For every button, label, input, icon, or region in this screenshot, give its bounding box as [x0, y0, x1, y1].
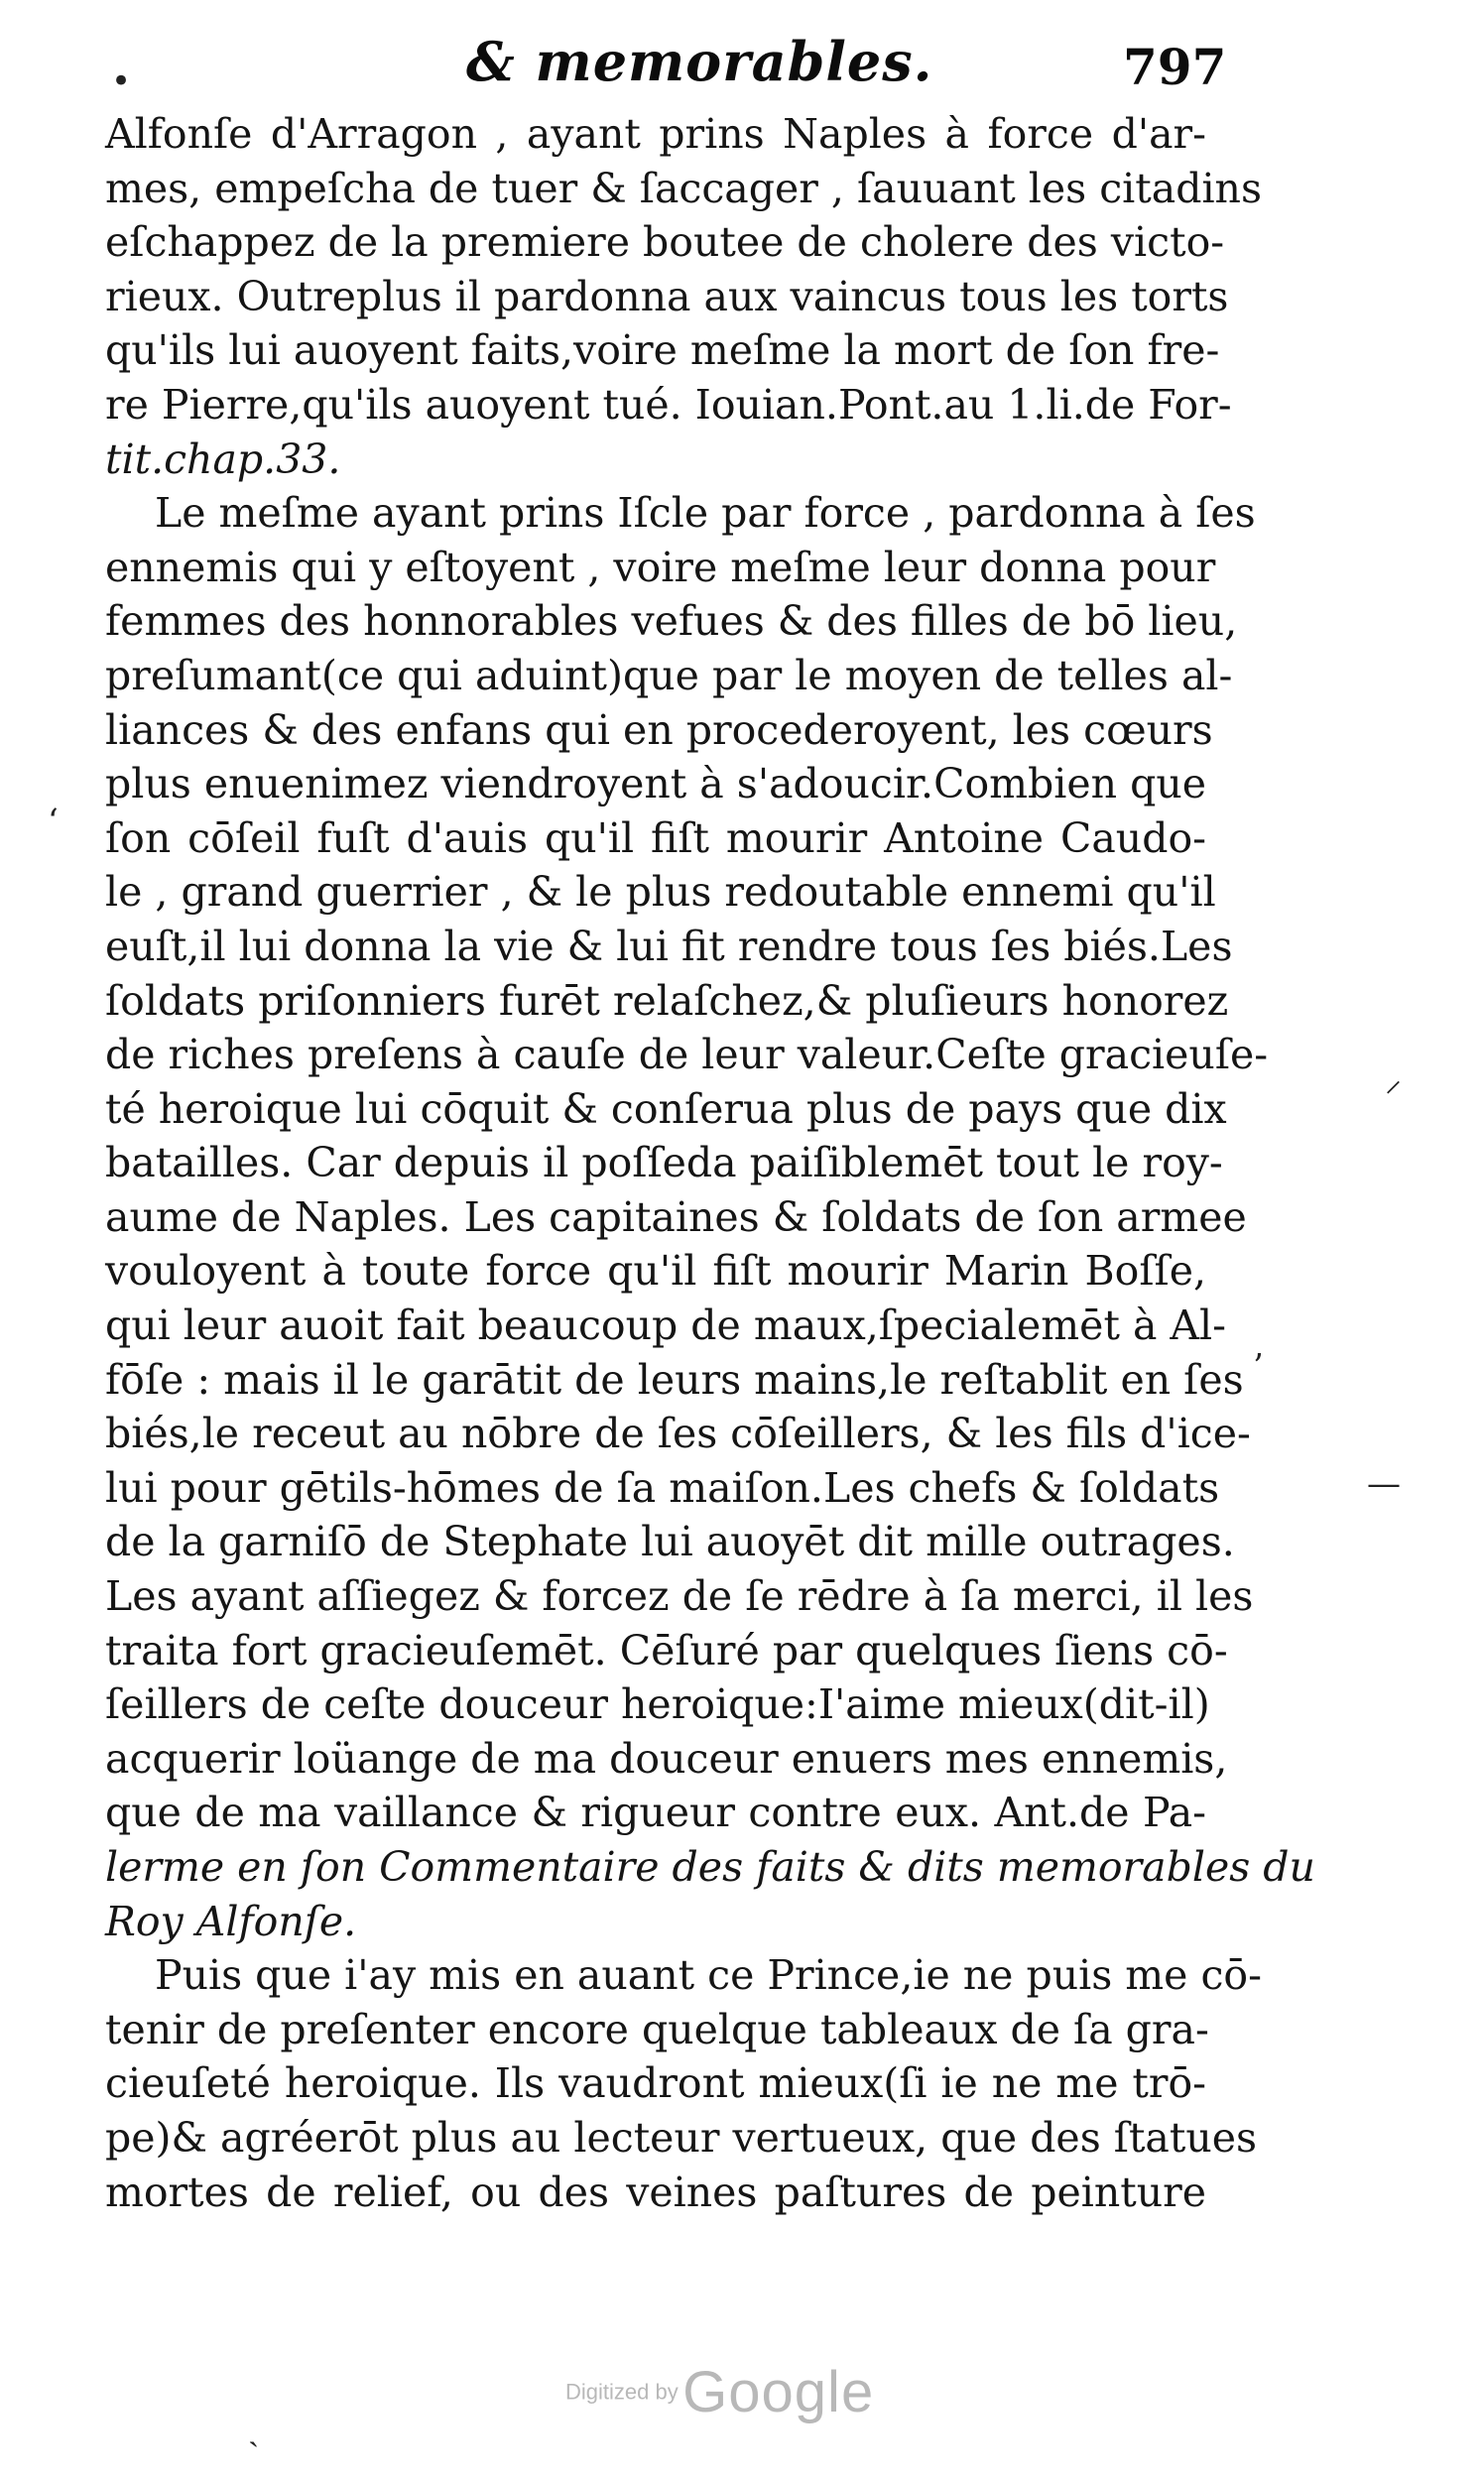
ink-speck: ⸍: [1385, 1074, 1402, 1114]
text-line: ſeillers de ceſte douceur heroique:I'aime mieux(dit-il): [105, 1680, 1210, 1729]
text-line: de la garniſō de Stephate lui auoyēt dit mille outrages.: [105, 1518, 1235, 1566]
text-line: Les ayant aſſiegez & forcez de ſe rēdre à ſa merci, il les: [105, 1572, 1254, 1621]
ink-speck: ʼ: [1252, 1347, 1263, 1387]
digitized-by-google-watermark: [565, 2359, 874, 2425]
text-line: mes, empeſcha de tuer & ſaccager , ſauuant les citadins: [105, 164, 1262, 212]
text-line: eſchappez de la premiere boutee de cholere des victo-: [105, 218, 1225, 267]
citation-line: lerme en ſon Commentaire des faits & dits memorables du: [105, 1843, 1315, 1891]
google-logo: Google: [682, 2360, 875, 2424]
ink-speck: —: [1367, 1464, 1401, 1504]
text-line: qu'ils lui auoyent faits,voire meſme la mort de ſon fre-: [105, 326, 1220, 375]
page-number: 797: [1123, 38, 1227, 96]
text-line: ennemis qui y eſtoyent , voire meſme leur donna pour: [105, 543, 1216, 591]
text-line: euſt,il lui donna la vie & lui fit rendre tous ſes biés.Les: [105, 922, 1233, 970]
running-head: & memorables.: [466, 30, 933, 93]
text-line: le , grand guerrier , & le plus redoutable ennemi qu'il: [105, 868, 1216, 917]
text-line: que de ma vaillance & rigueur contre eux. Ant.de Pa-: [105, 1789, 1206, 1837]
text-line: vouloyent à toute force qu'il fiſt mourir Marin Boſſe,: [105, 1247, 1206, 1296]
text-line: ſon cōſeil fuſt d'auis qu'il fiſt mourir Antoine Caudo-: [105, 813, 1206, 862]
text-line: lui pour gētils-hōmes de ſa maiſon.Les chefs & ſoldats: [105, 1463, 1220, 1512]
paragraph-start-line: Puis que i'ay mis en auant ce Prince,ie ne puis me cō-: [155, 1951, 1262, 2000]
text-line: re Pierre,qu'ils auoyent tué. Iouian.Pont.au 1.li.de For-: [105, 380, 1232, 429]
ink-speck: •: [111, 62, 132, 101]
text-line: mortes de relief, ou des veines paſtures de peinture: [105, 2168, 1206, 2216]
text-line: cieuſeté heroique. Ils vaudront mieux(ſi ie ne me trō-: [105, 2059, 1206, 2108]
text-line: biés,le receut au nōbre de ſes cōſeillers, & les fils d'ice-: [105, 1410, 1251, 1458]
text-line: ſoldats priſonniers furēt relaſchez,& pluſieurs honorez: [105, 976, 1229, 1025]
text-line: fōſe : mais il le garātit de leurs mains,le reſtablit en ſes: [105, 1355, 1244, 1404]
paragraph-start-line: Le meſme ayant prins Iſcle par force , pardonna à ſes: [155, 489, 1256, 538]
body-text: [105, 107, 1315, 2219]
text-line: plus enuenimez viendroyent à s'adoucir.Combien que: [105, 760, 1206, 808]
text-line: rieux. Outreplus il pardonna aux vaincus tous les torts: [105, 272, 1229, 320]
text-line: preſumant(ce qui aduint)que par le moyen de telles al-: [105, 651, 1233, 699]
text-line: té heroique lui cōquit & conſerua plus de pays que dix: [105, 1084, 1227, 1133]
text-line: femmes des honnorables vefues & des filles de bō lieu,: [105, 597, 1238, 646]
citation-line: Roy Alfonſe.: [105, 1897, 357, 1945]
text-line: qui leur auoit fait beaucoup de maux,ſpecialemēt à Al-: [105, 1302, 1227, 1350]
text-line: pe)& agréerōt plus au lecteur vertueux, que des ſtatues: [105, 2113, 1258, 2162]
text-line: liances & des enfans qui en procederoyent, les cœurs: [105, 705, 1213, 754]
text-line: aume de Naples. Les capitaines & ſoldats de ſon armee: [105, 1192, 1247, 1241]
watermark-prefix: Digitized by: [565, 2379, 679, 2405]
text-line: Alfonſe d'Arragon , ayant prins Naples à force d'ar-: [105, 110, 1206, 158]
ink-speck: ‘: [48, 802, 59, 841]
text-line: batailles. Car depuis il poſſeda paiſiblemēt tout le roy-: [105, 1139, 1223, 1187]
ink-speck: ˎ: [248, 2409, 260, 2448]
text-line: traita fort gracieuſemēt. Cēſuré par quelques ſiens cō-: [105, 1626, 1228, 1674]
text-line: de riches preſens à cauſe de leur valeur.Ceſte gracieuſe-: [105, 1031, 1269, 1079]
citation-line: tit.chap.33.: [105, 434, 341, 483]
text-line: tenir de preſenter encore quelque tableaux de ſa gra-: [105, 2005, 1209, 2053]
text-line: acquerir loüange de ma douceur enuers mes ennemis,: [105, 1734, 1228, 1783]
